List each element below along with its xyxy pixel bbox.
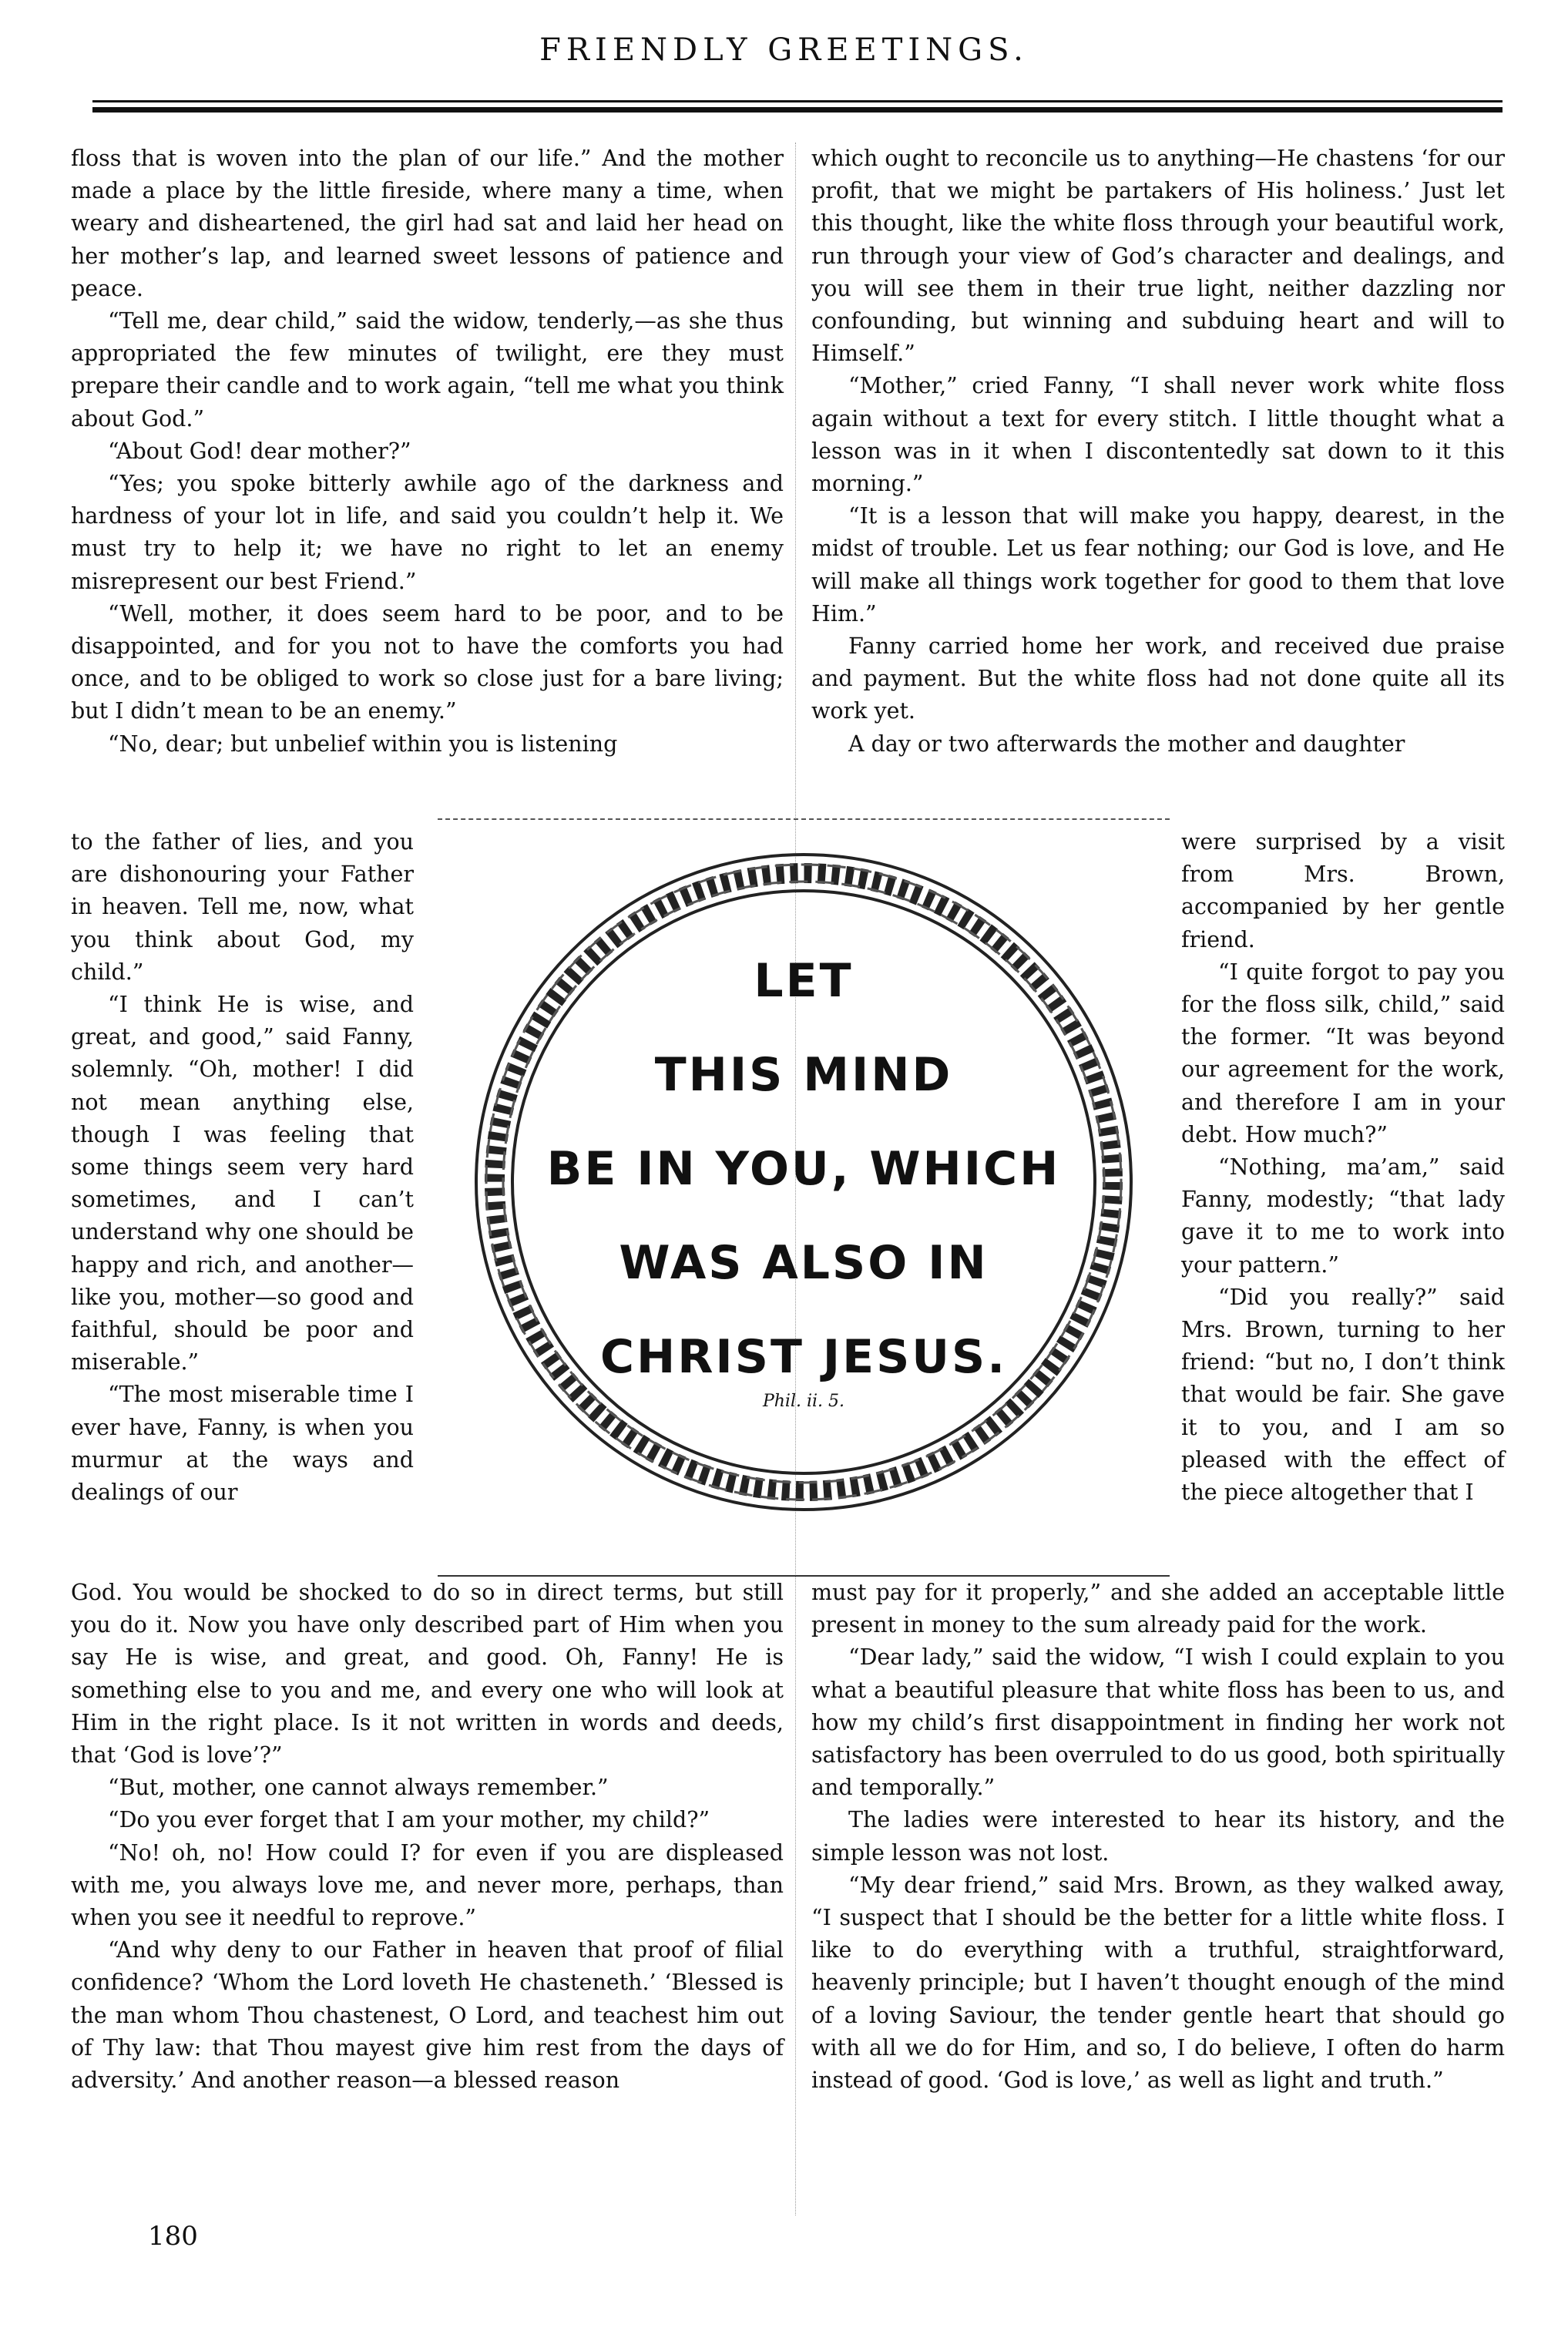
paragraph: floss that is woven into the plan of our life.” And the mother made a place by the little fireside, where many a time, when weary and disheartened, the girl had sat and laid her head on her mother’s lap, and learned sweet lessons of patience and peace.: [71, 146, 784, 301]
page-number: 180: [148, 2221, 198, 2252]
paragraph: “I quite forgot to pay you for the floss silk, child,” said the former. “It was beyond our agreement for the work, and therefore I am in your debt. How much?”: [1181, 959, 1505, 1147]
page-header: [0, 0, 1568, 108]
paragraph: “Well, mother, it does seem hard to be poor, and to be disappointed, and for you not to have the comforts you had once, and to be obliged to work so close just for a bare living; but I didn’t mean to be an enemy.”: [71, 600, 784, 724]
paragraph: “No, dear; but unbelief within you is listening: [108, 731, 618, 757]
scripture-reference: Phil. ii. 5.: [762, 1392, 845, 1411]
wreath-illustration: [438, 818, 1170, 1577]
paragraph: “And why deny to our Father in heaven that proof of filial confidence? ‘Whom the Lord loveth He chasteneth.’ ‘Blessed is the man whom Thou chastenest, O Lord, and teachest him out of Thy law: that Thou mayest give him rest from the days of adversity.’ And another reason—a blessed reason: [71, 1937, 784, 2094]
paragraph: must pay for it properly,” and she added an acceptable little present in money to the sum already paid for the work.: [811, 1580, 1505, 1638]
paragraph: “The most miserable time I ever have, Fanny, is when you murmur at the ways and dealings of our: [71, 1382, 414, 1506]
left-column-bottom: [71, 1577, 784, 2097]
paragraph: “Nothing, ma’am,” said Fanny, modestly; “that lady gave it to me to work into your pattern.”: [1181, 1154, 1505, 1278]
paragraph: The ladies were interested to hear its history, and the simple lesson was not lost.: [811, 1807, 1505, 1866]
right-column-top: [811, 143, 1505, 761]
paragraph: “No! oh, no! How could I? for even if you are displeased with me, you always love me, and never more, perhaps, than when you see it needful to reprove.”: [71, 1839, 784, 1931]
paragraph: “But, mother, one cannot always remember.”: [108, 1775, 609, 1801]
left-column-top: [71, 143, 784, 761]
motto-line: BE IN YOU, WHICH: [546, 1142, 1061, 1196]
header-rule-thin: [92, 100, 1503, 102]
motto-line: THIS MIND: [654, 1048, 953, 1102]
paragraph: “Yes; you spoke bitterly awhile ago of the darkness and hardness of your lot in life, and said you couldn’t help it. We must try to help it; we have no right to let an enemy misrepresent our best Friend.”: [71, 471, 784, 594]
scripture-motto: [438, 934, 1170, 1404]
paragraph: “About God! dear mother?”: [108, 438, 411, 464]
running-title: FRIENDLY GREETINGS.: [539, 32, 1029, 68]
paragraph: “It is a lesson that will make you happy, dearest, in the midst of trouble. Let us fear nothing; our God is love, and He will make all things work together for good to them that love Him.”: [811, 503, 1505, 626]
left-column-middle: [71, 826, 414, 1509]
motto-line: CHRIST JESUS.: [599, 1330, 1008, 1384]
motto-line: WAS ALSO IN: [619, 1236, 989, 1290]
paragraph: “Mother,” cried Fanny, “I shall never work white floss again without a text for every stitch. I little thought what a lesson was in it when I discontentedly sat down to it this morning.”: [811, 373, 1505, 497]
header-rule-thick: [92, 107, 1503, 113]
paragraph: “Tell me, dear child,” said the widow, tenderly,—as she thus appropriated the few minutes of twilight, ere they must prepare their candle and to work again, “tell me what you think about God.”: [71, 308, 784, 432]
paragraph: “Do you ever forget that I am your mother, my child?”: [108, 1807, 710, 1833]
motto-line: LET: [754, 954, 854, 1008]
paragraph: “My dear friend,” said Mrs. Brown, as they walked away, “I suspect that I should be the better for a little white floss. I like to do everything with a truthful, straightforward, heavenly principle; but I haven’t thought enough of the mind of a loving Saviour, the tender gentle heart that should go with all we do for Him, and so, I do believe, I often do harm instead of good. ‘God is love,’ as well as light and truth.”: [811, 1872, 1505, 2094]
paragraph: to the father of lies, and you are dishonouring your Father in heaven. Tell me, now, what you think about God, my child.”: [71, 829, 414, 985]
paragraph: “I think He is wise, and great, and good,” said Fanny, solemnly. “Oh, mother! I did not mean anything else, though I was feeling that some things seem very hard sometimes, and I can’t understand why one should be happy and rich, and another—like you, mother—so good and faithful, should be poor and miserable.”: [71, 992, 414, 1376]
paragraph: A day or two afterwards the mother and daughter: [848, 731, 1405, 757]
paragraph: “Dear lady,” said the widow, “I wish I could explain to you what a beautiful pleasure that white floss has been to us, and how my child’s first disappointment in finding her work not satisfactory has been overruled to do us good, both spiritually and temporally.”: [811, 1644, 1505, 1801]
paragraph: God. You would be shocked to do so in direct terms, but still you do it. Now you have only described part of Him when you say He is wise, and great, and good. Oh, Fanny! He is something else to you and me, and every one who will look at Him in the right place. Is it not written in words and deeds, that ‘God is love’?”: [71, 1580, 784, 1769]
paragraph: “Did you really?” said Mrs. Brown, turning to her friend: “but no, I don’t think that would be fair. She gave it to you, and I am so pleased with the effect of the piece altogether that I: [1181, 1284, 1505, 1506]
right-column-middle: [1181, 826, 1505, 1509]
paragraph: were surprised by a visit from Mrs. Brown, accompanied by her gentle friend.: [1181, 829, 1505, 952]
paragraph: Fanny carried home her work, and received due praise and payment. But the white floss had not done quite all its work yet.: [811, 633, 1505, 724]
right-column-bottom: [811, 1577, 1505, 2097]
paragraph: which ought to reconcile us to anything—He chastens ‘for our profit, that we might be partakers of His holiness.’ Just let this thought, like the white floss through your beautiful work, run through your view of God’s character and dealings, and you will see them in their true light, neither dazzling nor confounding, but winning and subduing heart and will to Himself.”: [811, 146, 1505, 367]
